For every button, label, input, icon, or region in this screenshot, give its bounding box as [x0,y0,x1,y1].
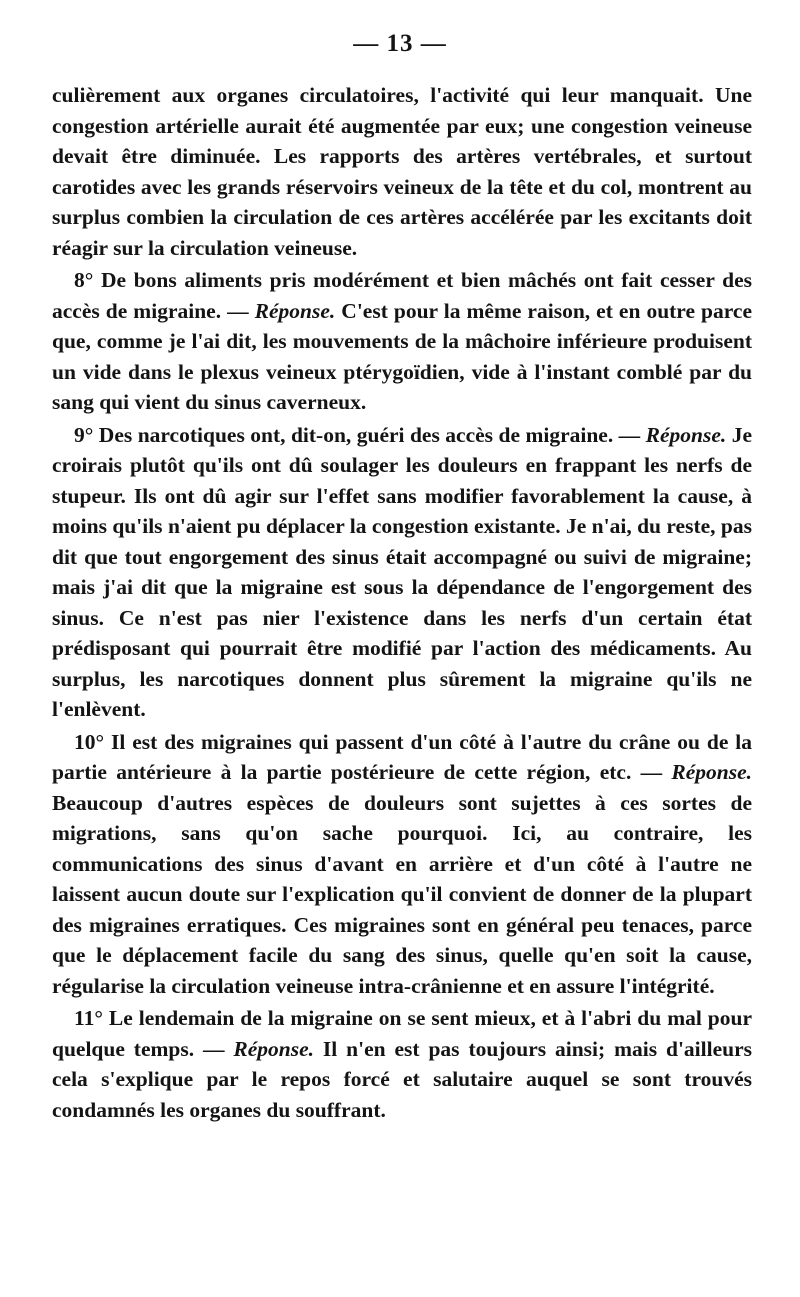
paragraph-text: Je croirais plutôt qu'ils ont dû soulager les douleurs en frappant les nerfs de stupeur. Ils ont dû agir sur l'effet sans modifier favorablement la cause, à moins qu'ils n'aient pu déplacer la congestion existante. Je n'ai, du reste, pas dit que tout engorgement des sinus était accompagné ou suivi de migraine; mais j'ai dit que la migraine est sous la dépendance de l'engorgement des sinus. Ce n'est pas nier l'existence dans les nerfs d'un certain état prédisposant qui pourrait être modifié par l'action des médicaments. Au surplus, les narcotiques donnent plus sûrement la migraine qu'ils ne l'enlèvent. [52,422,752,721]
reponse-label: Réponse. [671,760,752,784]
paragraph-text: Beaucoup d'autres espèces de douleurs sont sujettes à ces sortes de migrations, sans qu'on sache pourquoi. Ici, au contraire, les communications des sinus d'avant en arrière et d'un côté à l'autre ne laissent aucun doute sur l'explication qu'il convient de donner de la plupart des migraines erratiques. Ces migraines sont en général peu tenaces, parce que le déplacement facile du sang des sinus, quelle qu'en soit la cause, régularise la circulation veineuse intra-crânienne et en assure l'intégrité. [52,790,752,998]
paragraph [52,727,752,1002]
paragraph [52,1003,752,1125]
paragraph-text: C'est pour la même raison, et en outre parce que, comme je l'ai dit, les mouvements de la mâchoire inférieure produisent un vide dans le plexus veineux ptérygoïdien, vide à l'instant comblé par du sang qui vient du sinus caverneux. [52,298,752,414]
paragraph [52,420,752,725]
reponse-label: Réponse. [645,422,727,447]
page-number: — 13 — [353,30,447,57]
paragraph-text: 11° Le lendemain de la migraine on se sent mieux, et à l'abri du mal pour quelque temps. — [52,1006,752,1061]
reponse-label: Réponse. [233,1036,315,1061]
paragraph-text: 10° Il est des migraines qui passent d'un côté à l'autre du crâne ou de la partie antérieure à la partie postérieure de cette région, etc. — [52,729,752,784]
paragraph-text: culièrement aux organes circulatoires, l'activité qui leur manquait. Une congestion artérielle aurait été augmentée par eux; une congestion veineuse devait être diminuée. Les rapports des artères vertébrales, et surtout carotides avec les grands réservoirs veineux de la tête et du col, montrent au surplus combien la circulation de ces artères accélérée par les excitants doit réagir sur la circulation veineuse. [52,83,752,260]
paragraph [52,265,752,418]
paragraph-text: 8° De bons aliments pris modérément et bien mâchés ont fait cesser des accès de migraine. — [52,268,752,323]
body-text [52,80,752,1127]
paragraph-text: Il n'en est pas toujours ainsi; mais d'ailleurs cela s'explique par le repos forcé et salutaire auquel se sont trouvés condamnés les organes du souffrant. [52,1036,752,1122]
reponse-label: Réponse. [254,298,336,323]
paragraph [52,80,752,263]
paragraph-text: 9° Des narcotiques ont, dit-on, guéri des accès de migraine. — [74,422,646,447]
